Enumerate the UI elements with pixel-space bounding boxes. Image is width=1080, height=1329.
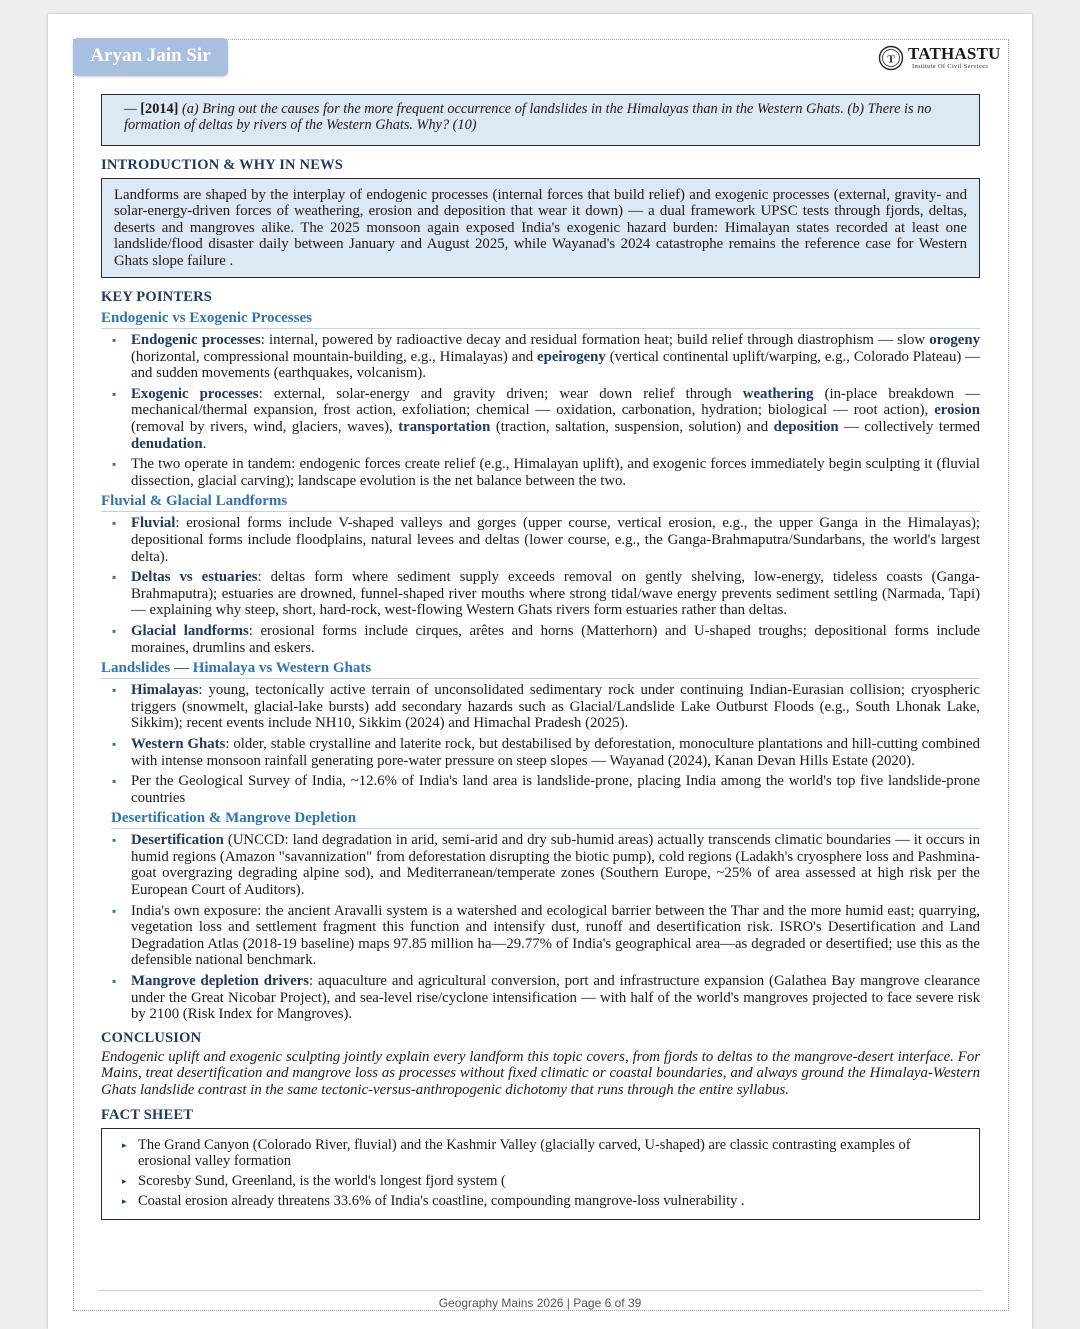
bullet-text: The two operate in tandem: endogenic forces create relief (e.g., Himalayan uplift), and exogenic forces immediately begin sculpting it (fluvial dissection, glacial carving); landscape evolution is the net balance between the two.	[131, 456, 980, 489]
bullet-item	[101, 332, 980, 382]
bullet-item	[101, 515, 980, 565]
bold-term: epeirogeny	[537, 348, 606, 365]
bold-term: denudation	[131, 435, 203, 452]
bullet-item	[101, 973, 980, 1023]
bold-term: deposition	[773, 419, 839, 435]
question-text: (a) Bring out the causes for the more frequent occurrence of landslides in the Himalayas than in the Western Ghats. (b) There is no formation of deltas by rivers of the Western Ghats. Why? (10)	[124, 101, 932, 133]
bold-term: transportation	[398, 419, 491, 435]
bullet-text: (horizontal, compressional mountain-building, e.g., Himalayas) and	[131, 348, 538, 365]
question-prefix: —	[124, 101, 141, 117]
intro-heading: INTRODUCTION & WHY IN NEWS	[101, 157, 344, 173]
bullet-item	[101, 736, 980, 769]
bullet-text: (UNCCD: land degradation in arid, semi-arid and dry sub-humid areas) actually transcends climatic boundaries — it occurs in humid regions (Amazon "savannization" from deforestation disrupting the biotic pump), cold regions (Ladakh's cryosphere loss and Pashmina-goat overgrazing degrading alpine sod), and Mediterranean/temperate zones (Southern Europe, ~25% of area assessed at high risk per the European Court of Auditors).	[131, 832, 980, 899]
footer-divider	[98, 1290, 982, 1291]
bold-term: Deltas vs estuaries	[131, 569, 258, 586]
bullet-item	[101, 773, 980, 806]
bullet-marker: ▪	[112, 736, 117, 751]
bullet-text: Per the Geological Survey of India, ~12.6% of India's land area is landslide-prone, placing India among the world's top five landslide-prone countries	[131, 773, 980, 806]
bold-term: erosion	[934, 402, 980, 419]
bullet-marker: ▪	[112, 333, 117, 348]
bullet-text: : aquaculture and agricultural conversion, port and infrastructure expansion (Galathea Bay mangrove clearance under the Great Nicobar Project), and sea-level rise/cyclone intensification — with half of the world's mangroves projected to face severe risk by 2100 (Risk Index for Mangroves).	[131, 973, 980, 1023]
bullet-item	[101, 569, 980, 619]
fact-marker: ▸	[122, 1175, 127, 1186]
fact-text: Scoresby Sund, Greenland, is the world's longest fjord system (	[138, 1172, 506, 1189]
bullet-item	[101, 386, 980, 452]
bullet-item	[101, 623, 980, 656]
subsection-heading: Desertification & Mangrove Depletion	[111, 810, 980, 829]
fact-item	[122, 1173, 967, 1189]
bullet-text: (traction, saltation, suspension, solution) and	[490, 419, 774, 435]
bullet-marker: ▪	[112, 774, 117, 789]
bold-term: Western Ghats	[131, 735, 226, 752]
bullet-marker: ▪	[112, 683, 117, 698]
bullet-text: (removal by rivers, wind, glaciers, waves),	[131, 419, 399, 435]
bullet-marker: ▪	[112, 570, 117, 585]
bullet-marker: ▪	[112, 903, 117, 918]
bullet-text: : young, tectonically active terrain of unconsolidated sedimentary rock under continuing Indian-Eurasian collision; cryospheric triggers (snowmelt, glacial-lake bursts) add secondary hazards such as Glacial/Landslide Lake Outburst Floods (e.g., South Lhonak Lake, Sikkim); recent events include NH10, Sikkim (2024) and Himachal Pradesh (2025).	[131, 682, 980, 732]
bullet-marker: ▪	[112, 516, 117, 531]
subsection-heading: Endogenic vs Exogenic Processes	[101, 310, 980, 329]
bullet-text: : internal, powered by radioactive decay and residual formation heat; build relief through diastrophism — slow	[260, 332, 930, 349]
bold-term: Mangrove depletion drivers	[131, 973, 309, 990]
bullet-marker: ▪	[112, 833, 117, 848]
bullet-text: : external, solar-energy and gravity driven; wear down relief through	[258, 385, 743, 402]
brand-tagline: Institute Of Civil Services	[912, 63, 989, 70]
fact-sheet-heading: FACT SHEET	[101, 1106, 194, 1123]
main-content	[101, 94, 980, 1220]
bullet-text: : erosional forms include cirques, arêtes and horns (Matterhorn) and U-shaped troughs; depositional forms include moraines, drumlins and eskers.	[131, 622, 980, 656]
bullet-item	[101, 832, 980, 898]
bullet-item	[101, 903, 980, 969]
bullet-text: .	[202, 435, 207, 452]
bullet-marker: ▪	[112, 386, 117, 401]
bold-term: Glacial landforms	[131, 622, 249, 639]
intro-box	[101, 178, 980, 278]
bold-term: Exogenic processes	[131, 385, 259, 402]
bullet-text: (in-place breakdown — mechanical/thermal expansion, frost action, exfoliation; chemical — oxidation, carbonation, hydration; biological — root action),	[131, 385, 980, 419]
bullet-item	[101, 682, 980, 732]
bullet-text: India's own exposure: the ancient Aravalli system is a watershed and ecological barrier between the Thar and the more humid east; quarrying, vegetation loss and settlement fragment this function and intensify dust, runoff and desertification risk. ISRO's Desertification and Land Degradation Atlas (2018-19 baseline) maps 97.85 million ha—29.77% of India's geographical area—as degraded or desertified; use this as the defensible national benchmark.	[131, 902, 980, 969]
bold-term: Fluvial	[131, 515, 176, 532]
conclusion-text: Endogenic uplift and exogenic sculpting jointly explain every landform this topic covers, from fjords to deltas to the mangrove-desert interface. For Mains, treat desertification and mangrove loss as processes without fixed climatic or coastal boundaries, and always ground the Himalaya-Western Ghats landslide contrast in the same tectonic-versus-anthropogenic dichotomy that runs through the entire syllabus.	[101, 1048, 980, 1098]
bullet-marker: ▪	[112, 974, 117, 989]
bold-term: weathering	[742, 385, 814, 402]
bullet-list	[101, 832, 980, 1023]
subsection-heading: Fluvial & Glacial Landforms	[101, 493, 980, 512]
key-pointers-heading: KEY POINTERS	[101, 289, 213, 306]
question-box	[101, 94, 980, 146]
fact-sheet-box	[101, 1128, 980, 1220]
bold-term: Himalayas	[131, 682, 199, 699]
bullet-text: — collectively termed	[838, 419, 980, 435]
bullet-text: : deltas form where sediment supply exceeds removal on gently shelving, low-energy, tideless coasts (Ganga-Brahmaputra); estuaries are drowned, funnel-shaped river mouths where strong tidal/wave energy prevents sediment settling (Narmada, Tapi) — explaining why steep, short, hard-rock, west-flowing Western Ghats rivers form estuaries rather than deltas.	[131, 569, 980, 619]
intro-text: Landforms are shaped by the interplay of endogenic processes (internal forces that build relief) and exogenic processes (external, gravity- and solar-energy-driven forces of weathering, erosion and deposition that wear it down) — a dual framework UPSC tests through fjords, deltas, deserts and mangroves alike. The 2025 monsoon again exposed India's exogenic hazard burden: Himalayan states recorded at least one landslide/flood disaster daily between January and August 2025, while Wayanad's 2024 catastrophe remains the reference case for Western Ghats slope failure .	[114, 187, 967, 269]
key-pointers	[101, 310, 980, 1023]
seal-icon	[878, 45, 904, 71]
seal-letter: T	[887, 53, 895, 66]
bold-term: Endogenic processes	[131, 332, 261, 349]
page-footer: Geography Mains 2026 | Page 6 of 39	[438, 1296, 642, 1310]
bullet-text: : older, stable crystalline and laterite rock, but destabilised by deforestation, monoculture plantations and hill-cutting combined with intense monsoon rainfall generating pore-water pressure on steep slopes — Wayanad (2024), Kanan Devan Hills Estate (2020).	[131, 735, 980, 769]
bullet-text: (vertical continental uplift/warping, e.g., Colorado Plateau) — and sudden movements (earthquakes, volcanism).	[131, 348, 980, 382]
bullet-list	[101, 515, 980, 656]
conclusion-heading: CONCLUSION	[101, 1029, 202, 1046]
bold-term: orogeny	[929, 332, 980, 349]
author-tab	[73, 38, 228, 76]
fact-item	[122, 1137, 967, 1169]
author-name: Aryan Jain Sir	[90, 45, 211, 66]
fact-marker: ▸	[122, 1139, 127, 1150]
bullet-list	[101, 682, 980, 806]
bullet-item	[101, 456, 980, 489]
fact-item	[122, 1193, 967, 1209]
fact-marker: ▸	[122, 1195, 127, 1206]
question-year: [2014]	[140, 101, 179, 117]
subsection-heading: Landslides — Himalaya vs Western Ghats	[101, 660, 980, 679]
fact-text: The Grand Canyon (Colorado River, fluvial) and the Kashmir Valley (glacially carved, U-shaped) are classic contrasting examples of erosional valley formation	[138, 1136, 911, 1169]
bold-term: Desertification	[131, 832, 224, 849]
bullet-list	[101, 332, 980, 489]
bullet-marker: ▪	[112, 623, 117, 638]
brand-name: TATHASTU	[908, 44, 1001, 63]
bullet-marker: ▪	[112, 457, 117, 472]
fact-text: Coastal erosion already threatens 33.6% of India's coastline, compounding mangrove-loss vulnerability .	[138, 1192, 745, 1209]
bullet-text: : erosional forms include V-shaped valleys and gorges (upper course, vertical erosion, e.g., the upper Ganga in the Himalayas); depositional forms include floodplains, natural levees and deltas (lower course, e.g., the Ganga-Brahmaputra/Sundarbans, the world's largest delta).	[131, 515, 980, 565]
brand-logo	[878, 44, 1008, 74]
